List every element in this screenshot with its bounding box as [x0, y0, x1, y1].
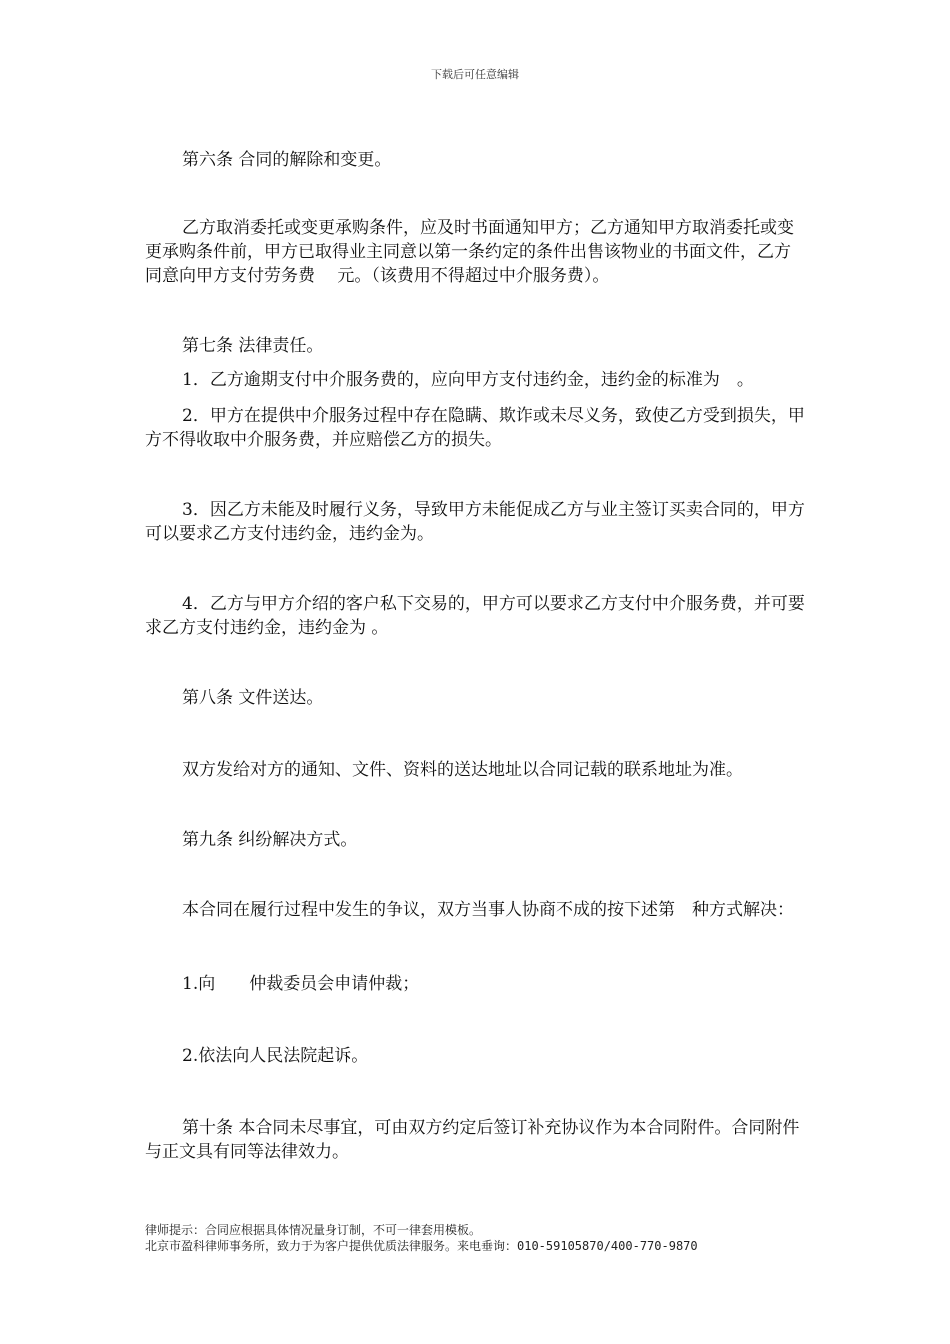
article-7-heading: 第七条 法律责任。	[182, 336, 324, 356]
article-8-text: 双方发给对方的通知、文件、资料的送达地址以合同记载的联系地址为准。	[182, 760, 743, 780]
article-7-item-1: 1．乙方逾期支付中介服务费的，应向甲方支付违约金，违约金的标准为 。	[182, 370, 754, 390]
footer-firm-contact: 北京市盈科律师事务所，致力于为客户提供优质法律服务。来电垂询：010-59105870/400-770-9870	[145, 1239, 698, 1253]
document-body	[145, 148, 807, 1164]
article-6-heading: 第六条 合同的解除和变更。	[182, 150, 392, 170]
article-7-item-3: 3．因乙方未能及时履行义务，导致甲方未能促成乙方与业主签订买卖合同的，甲方可以要求乙方支付违约金，违约金为。	[145, 500, 805, 544]
header-note: 下载后可任意编辑	[431, 68, 519, 81]
article-6-text: 乙方取消委托或变更承购条件，应及时书面通知甲方；乙方通知甲方取消委托或变更承购条件前，甲方已取得业主同意以第一条约定的条件出售该物业的书面文件，乙方同意向甲方支付劳务费 元。（该费用不得超过中介服务费）。	[145, 218, 794, 286]
footer	[145, 1222, 698, 1254]
article-7-item-2: 2．甲方在提供中介服务过程中存在隐瞒、欺诈或未尽义务，致使乙方受到损失，甲方不得收取中介服务费，并应赔偿乙方的损失。	[145, 406, 805, 450]
article-7-item-4: 4．乙方与甲方介绍的客户私下交易的，甲方可以要求乙方支付中介服务费，并可要求乙方支付违约金，违约金为 。	[145, 594, 805, 638]
footer-lawyer-tip: 律师提示：合同应根据具体情况量身订制，不可一律套用模板。	[145, 1223, 482, 1237]
article-10-text: 第十条 本合同未尽事宜，可由双方约定后签订补充协议作为本合同附件。合同附件与正文具有同等法律效力。	[145, 1118, 800, 1162]
article-9-option-1: 1.向 仲裁委员会申请仲裁；	[182, 974, 420, 994]
article-9-option-2: 2.依法向人民法院起诉。	[182, 1046, 369, 1066]
article-9-text: 本合同在履行过程中发生的争议，双方当事人协商不成的按下述第 种方式解决：	[182, 900, 794, 920]
article-8-heading: 第八条 文件送达。	[182, 688, 324, 708]
article-9-heading: 第九条 纠纷解决方式。	[182, 830, 358, 850]
